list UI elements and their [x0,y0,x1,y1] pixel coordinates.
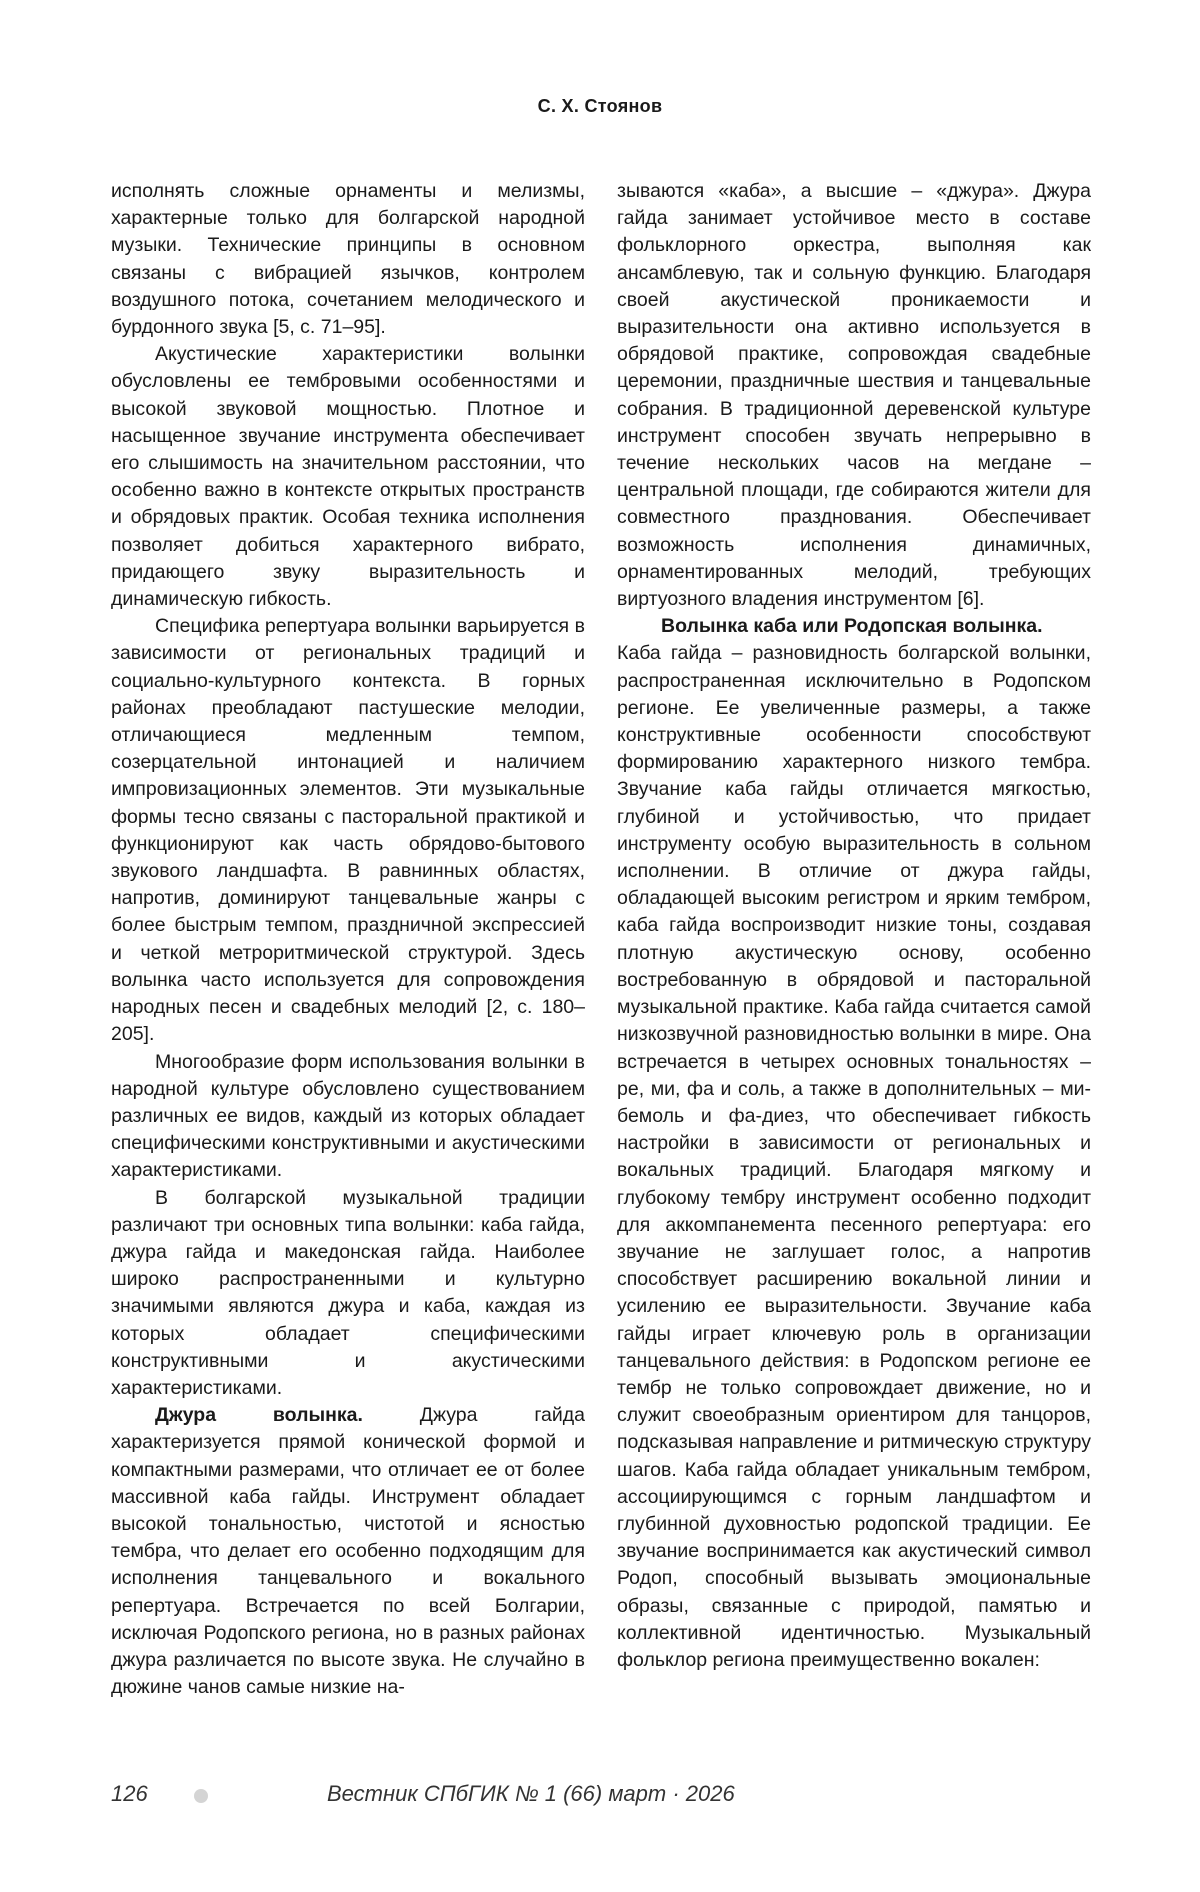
paragraph-text: Джура гайда характеризуется прямой конической формой и компактными размерами, что отличает ее от более массивной каба гайды. Инструмент обладает высокой тональностью, чистотой и ясностью тембра, что делает его особенно подходящим для исполнения танцевального и вокального репертуара. Встречается по всей Болгарии, исключая Родопского региона, но в разных районах джура различается по высоте звука. Не случайно в дюжине чанов самые низкие на- [111,1404,586,1699]
paragraph [111,1185,585,1403]
paragraph [617,613,1091,640]
paragraph [111,178,585,341]
paragraph-text: Акустические характеристики волынки обусловлены ее тембровыми особенностями и высокой звуковой мощностью. Плотное и насыщенное звучание инструмента обеспечивает его слышимость на значительном расстоянии, что особенно важно в контексте открытых пространств и обрядовых практик. Особая техника исполнения позволяет добиться характерного вибрато, придающего звуку выразительность и динамическую гибкость. [111,343,585,611]
paragraph [111,341,585,613]
running-head-author: С. Х. Стоянов [537,96,663,116]
paragraph-text: зываются «каба», а высшие – «джура». Джура гайда занимает устойчивое место в составе фольклорного оркестра, выполняя как ансамблевую, так и сольную функцию. Благодаря своей акустической проникаемости и выразительности она активно используется в обрядовой практике, сопровождая свадебные церемонии, праздничные шествия и танцевальные собрания. В традиционной деревенской культуре инструмент способен звучать непрерывно в течение нескольких часов на мегдане – центральной площади, где собираются жители для совместного празднования. Обеспечивает возможность исполнения динамичных, орнаментированных мелодий, требующих виртуозного владения инструментом [6]. [617,180,1091,611]
paragraph-text: В болгарской музыкальной традиции различают три основных типа волынки: каба гайда, джура гайда и македонская гайда. Наиболее широко распространенными и культурно значимыми являются джура и каба, каждая из которых обладает специфическими конструктивными и акустическими характеристиками. [111,1186,585,1399]
paragraph-heading: Джура волынка. [155,1404,363,1427]
page-footer [0,1781,1200,1811]
paragraph-text: Каба гайда – разновидность болгарской волынки, распространенная исключительно в Родопском регионе. Ее увеличенные размеры, а также конструктивные особенности способствуют формированию характерного низкого тембра. Звучание каба гайды отличается мягкостью, глубиной и устойчивостью, что придает инструменту особую выразительность в сольном исполнении. В отличие от джура гайды, обладающей высоким регистром и ярким тембром, каба гайда воспроизводит низкие тоны, создавая плотную акустическую основу, особенно востребованную в обрядовой и пасторальной музыкальной практике. Каба гайда считается самой низкозвучной разновидностью волынки в мире. Она встречается в четырех основных тональностях – ре, ми, фа и соль, а также в дополнительных – ми-бемоль и фа-диез, что обеспечивает гибкость настройки в зависимости от региональных и вокальных традиций. Благодаря мягкому и глубокому тембру инструмент особенно подходит для аккомпанемента песенного репертуара: его звучание не заглушает голос, а напротив способствует расширению вокальной линии и усилению ее выразительности. Звучание каба гайды играет ключевую роль в организации танцевального действия: в Родопском регионе ее тембр не только сопровождает движение, но и служит своеобразным ориентиром для танцоров, подсказывая направление и ритмическую структуру шагов. Каба гайда обладает уникальным тембром, ассоциирующимся с горным ландшафтом и глубинной духовностью родопской традиции. Ее звучание воспринимается как акустический символ Родоп, способный вызывать эмоциональные образы, связанные с природой, памятью и коллективной идентичностью. Музыкальный фольклор региона преимущественно вокален: [617,642,1091,1671]
paragraph [111,1402,585,1701]
paragraph [111,613,585,1048]
journal-info: Вестник СПбГИК № 1 (66) март · 2026 [327,1781,735,1806]
footer-dot-icon [194,1789,208,1803]
right-column [617,178,1091,1674]
paragraph [617,640,1091,1674]
page-number: 126 [111,1781,148,1806]
paragraph-text: исполнять сложные орнаменты и мелизмы, характерные только для болгарской народной музыки. Технические принципы в основном связаны с вибрацией язычков, контролем воздушного потока, сочетанием мелодического и бурдонного звука [5, с. 71–95]. [111,180,585,339]
paragraph-text: Специфика репертуара волынки варьируется в зависимости от региональных традиций и социально-культурного контекста. В горных районах преобладают пастушеские мелодии, отличающиеся медленным темпом, созерцательной интонацией и наличием импровизационных элементов. Эти музыкальные формы тесно связаны с пасторальной практикой и функционируют как часть обрядово-бытового звукового ландшафта. В равнинных областях, напротив, доминируют танцевальные жанры с более быстрым темпом, праздничной экспрессией и четкой метроритмической структурой. Здесь волынка часто используется для сопровождения народных песен и свадебных мелодий [2, с. 180–205]. [111,615,585,1046]
paragraph [617,178,1091,613]
paragraph-heading: Волынка каба или Родопская волынка. [661,615,1043,638]
paragraph-text: Многообразие форм использования волынки в народной культуре обусловлено существованием различных ее видов, каждый из которых обладает специфическими конструктивными и акустическими характеристиками. [111,1050,585,1182]
left-column [111,178,585,1701]
paragraph [111,1049,585,1185]
